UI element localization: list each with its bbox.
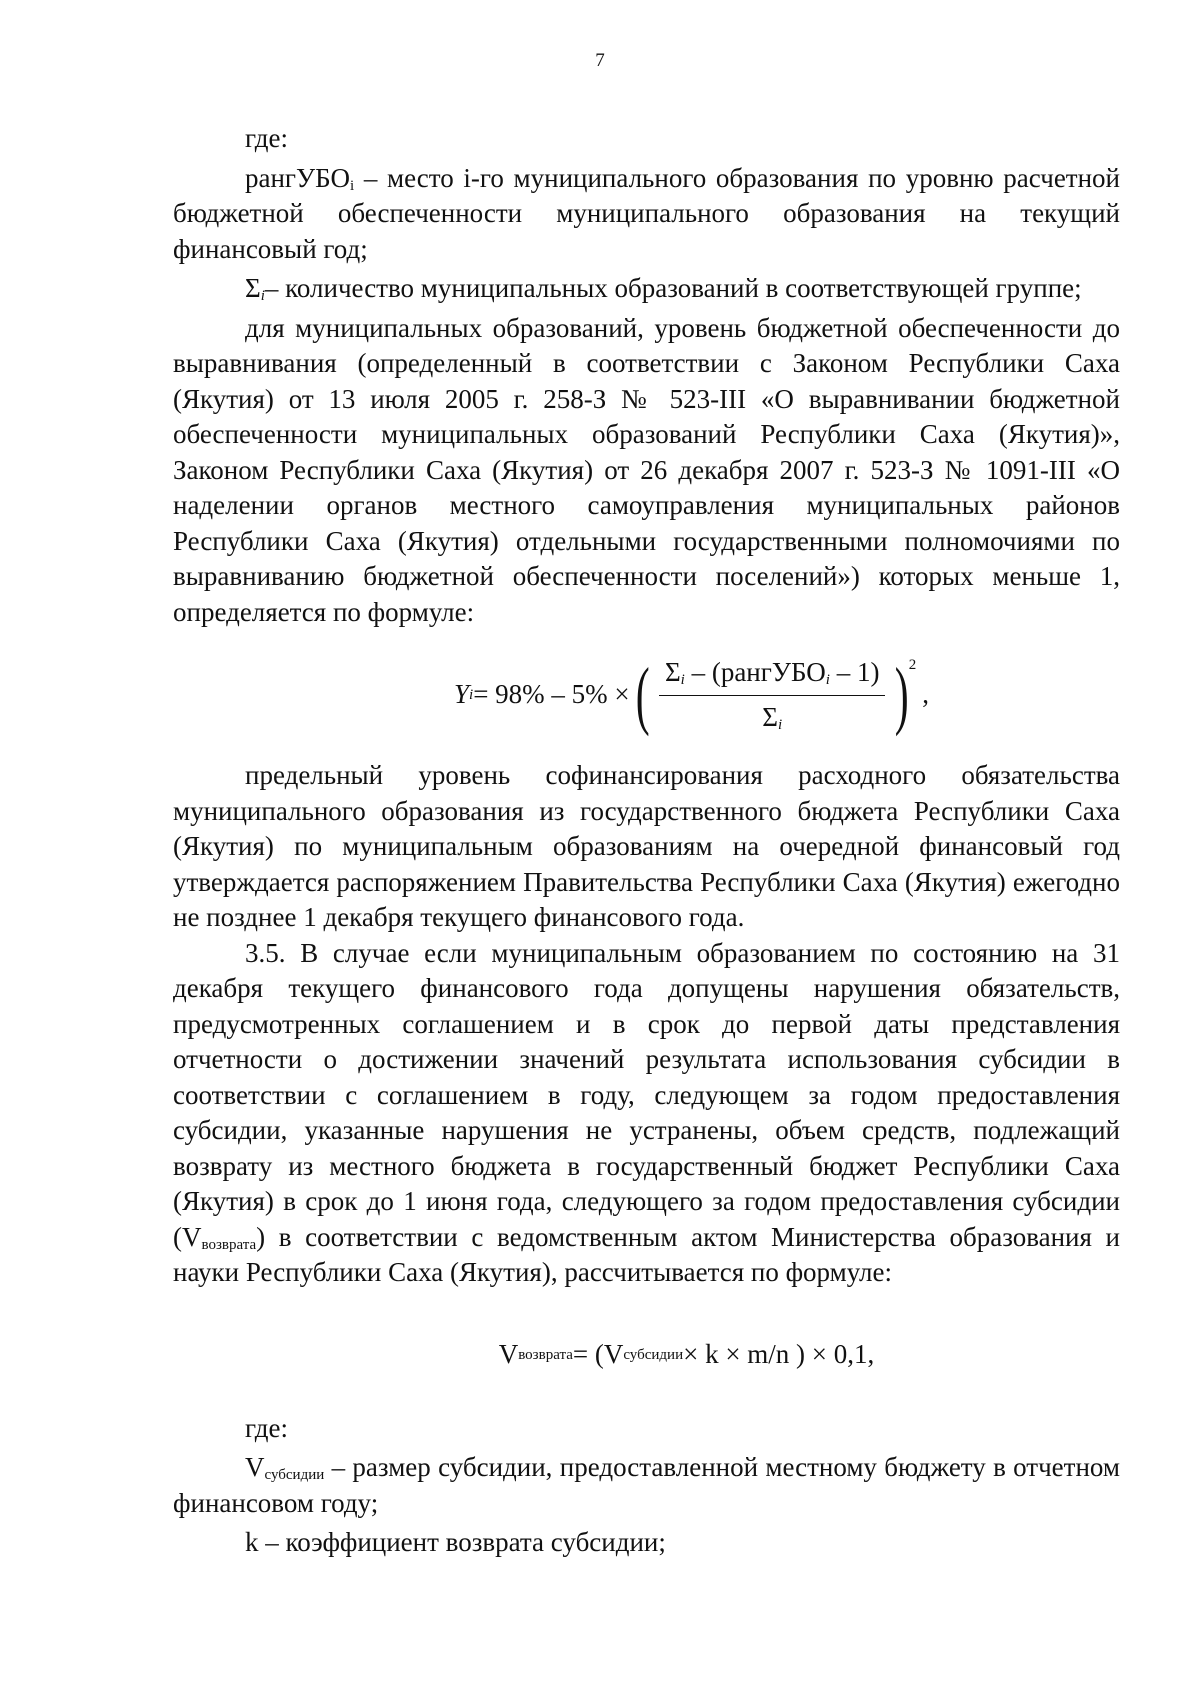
paragraph-v-subsidy-definition: $V_{субсидии}$ – размер субсидии, предоставленной местному бюджету в отчетном финансовом году; [173,1452,1120,1518]
paragraph-rank-definition [173,161,1120,268]
v-return-subscript: возврата [201,1236,257,1253]
page-number: 7 [595,50,605,71]
sigma-subscript: i [260,288,265,304]
sigma-term: Σ [245,273,261,303]
formula-tail: , [922,679,929,710]
v-subsidy-subscript: субсидии [264,1467,325,1483]
formula-denominator: $\Sigma_i$ [762,701,783,733]
sigma-description: – количество муниципальных образований в соответствующей группе; [264,273,1082,303]
rank-term: рангУБО [245,162,350,193]
formula-lhs: Y [453,679,470,710]
paragraph-where-2: где: [245,1412,288,1443]
paragraph-where-1: где: [245,123,288,153]
paragraph-k-definition: k – коэффициент возврата субсидии; [245,1527,666,1557]
paragraph-3-5: 3.5. В случае если муниципальным образованием по состоянию на 31 декабря текущего финансового года допущены нарушения обязательств, предусмотренных соглашением и в срок до первой даты представления отчетности о достижении значений результата использования субсидии в соответствии с соглашением в году, следующем за годом предоставления субсидии, указанные нарушения не устранены, объем средств, подлежащий возврату из местного бюджета в государственный бюджет Республики Саха (Якутия) в срок до 1 июня года, следующего за годом предоставления субсидии $(V_{возврата})$ в соответствии с ведомственным актом Министерства образования и науки Республики Саха (Якутия), рассчитывается по формуле: [173,937,1120,1287]
formula-fraction [659,655,886,735]
formula-cofinancing-level: Y i = 98% – 5% × ( $\frac{\Sigma_i - (рангУБО_i - 1)}{\Sigma_i}$ ) 2 , [263,636,1120,754]
document-body [173,121,1120,1561]
formula-right-paren: ) [895,653,910,737]
formula-return-volume: V возврата = (V субсидии × k × m/n ) × 0,1, [498,1338,875,1369]
formula-power: 2 [908,657,917,673]
rank-subscript: i [349,177,355,194]
formula-numerator: $\Sigma_i$ – (рангУБО$_i$ – 1) [659,655,886,696]
formula-left-paren: ( [635,653,650,737]
formula-middle: = 98% – 5% × [473,679,630,710]
rank-description: – место i-го муниципального образования по уровню расчетной бюджетной обеспеченности муниципального образования на текущий финансовый год; [173,162,1120,264]
paragraph-equalization: для муниципальных образований, уровень бюджетной обеспеченности до выравнивания (определенный в соответствии с Законом Республики Саха (Якутия) от 13 июля 2005 г. 258-З № 523-III «О выравнивании бюджетной обеспеченности муниципальных образований Республики Саха (Якутия)», Законом Республики Саха (Якутия) от 26 декабря 2007 г. 523-З № 1091-III «О наделении органов местного самоуправления муниципальных районов Республики Саха (Якутия) отдельными государственными полномочиями по выравниванию бюджетной обеспеченности поселений») которых меньше 1, определяется по формуле: [173,312,1120,627]
paragraph-sigma-definition [173,271,1120,307]
paragraph-limit-level: предельный уровень софинансирования расходного обязательства муниципального образования из государственного бюджета Республики Саха (Якутия) по муниципальным образованиям на очередной финансовый год утверждается распоряжением Правительства Республики Саха (Якутия) ежегодно не позднее 1 декабря текущего финансового года. [173,760,1120,932]
